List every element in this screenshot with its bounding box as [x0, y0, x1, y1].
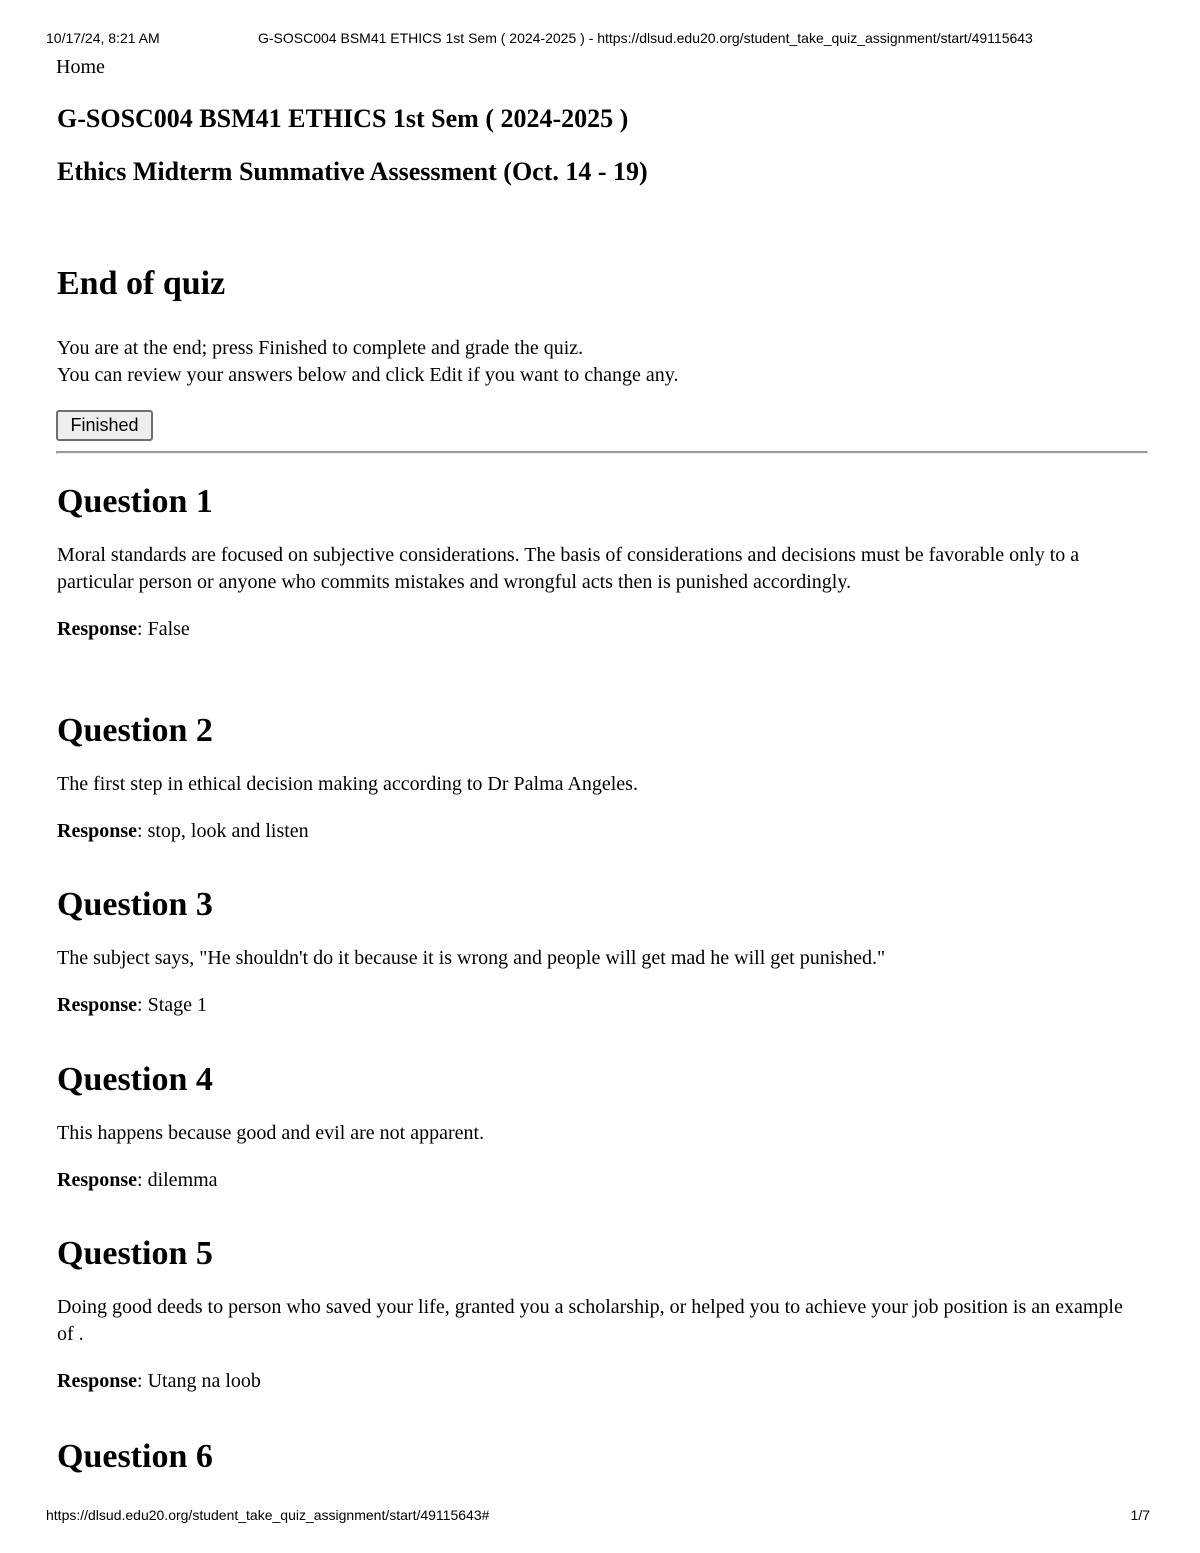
print-page-title: G-SOSC004 BSM41 ETHICS 1st Sem ( 2024-2025 ) - https://dlsud.edu20.org/student_take_quiz_assignment/start/49115643	[258, 30, 1033, 46]
page-number: 1/7	[1130, 1507, 1150, 1523]
end-of-quiz-instructions	[57, 335, 679, 389]
question-block	[57, 482, 1137, 643]
response	[57, 1167, 1137, 1194]
instruction-line: You are at the end; press Finished to complete and grade the quiz.	[57, 337, 584, 359]
question-text: Doing good deeds to person who saved your life, granted you a scholarship, or helped you to achieve your job position is an example of .	[57, 1296, 1123, 1345]
question-text: This happens because good and evil are not apparent.	[57, 1122, 485, 1144]
response-label: Response	[57, 618, 138, 640]
print-footer	[0, 1507, 1200, 1527]
end-of-quiz-heading: End of quiz	[57, 265, 226, 302]
print-url: https://dlsud.edu20.org/student_take_quiz_assignment/start/49115643#	[46, 1507, 490, 1523]
response-label: Response	[57, 820, 138, 842]
course-title: G-SOSC004 BSM41 ETHICS 1st Sem ( 2024-2025 )	[57, 104, 629, 133]
instruction-line: You can review your answers below and click Edit if you want to change any.	[57, 364, 679, 386]
response-value: : Stage 1	[137, 994, 208, 1016]
response-label: Response	[57, 1169, 138, 1191]
question-text: The first step in ethical decision making according to Dr Palma Angeles.	[57, 773, 638, 795]
print-datetime: 10/17/24, 8:21 AM	[46, 30, 160, 46]
divider	[56, 451, 1148, 454]
response-value: : dilemma	[137, 1169, 218, 1191]
response	[57, 818, 1137, 845]
finished-button[interactable]: Finished	[56, 410, 153, 441]
response	[57, 1368, 1137, 1395]
print-header	[0, 30, 1200, 50]
question-heading: Question 1	[57, 483, 213, 520]
question-heading: Question 2	[57, 712, 213, 749]
response-value: : stop, look and listen	[137, 820, 309, 842]
response	[57, 616, 1137, 643]
question-text: The subject says, "He shouldn't do it because it is wrong and people will get mad he will get punished."	[57, 947, 886, 969]
response-value: : False	[137, 618, 190, 640]
response-label: Response	[57, 1370, 138, 1392]
response-value: : Utang na loob	[137, 1370, 261, 1392]
response	[57, 992, 1137, 1019]
question-block	[57, 1437, 1137, 1477]
question-text: Moral standards are focused on subjective considerations. The basis of considerations and decisions must be favorable only to a particular person or anyone who commits mistakes and wrongful acts then is punished accordingly.	[57, 544, 1080, 593]
response-label: Response	[57, 994, 138, 1016]
question-block	[57, 885, 1137, 1019]
home-link[interactable]: Home	[56, 56, 105, 78]
question-heading: Question 3	[57, 886, 213, 923]
question-heading: Question 6	[57, 1438, 213, 1475]
quiz-title: Ethics Midterm Summative Assessment (Oct. 14 - 19)	[57, 157, 648, 186]
question-block	[57, 1060, 1137, 1194]
question-block	[57, 711, 1137, 845]
question-heading: Question 4	[57, 1061, 213, 1098]
question-block	[57, 1234, 1137, 1395]
question-heading: Question 5	[57, 1235, 213, 1272]
